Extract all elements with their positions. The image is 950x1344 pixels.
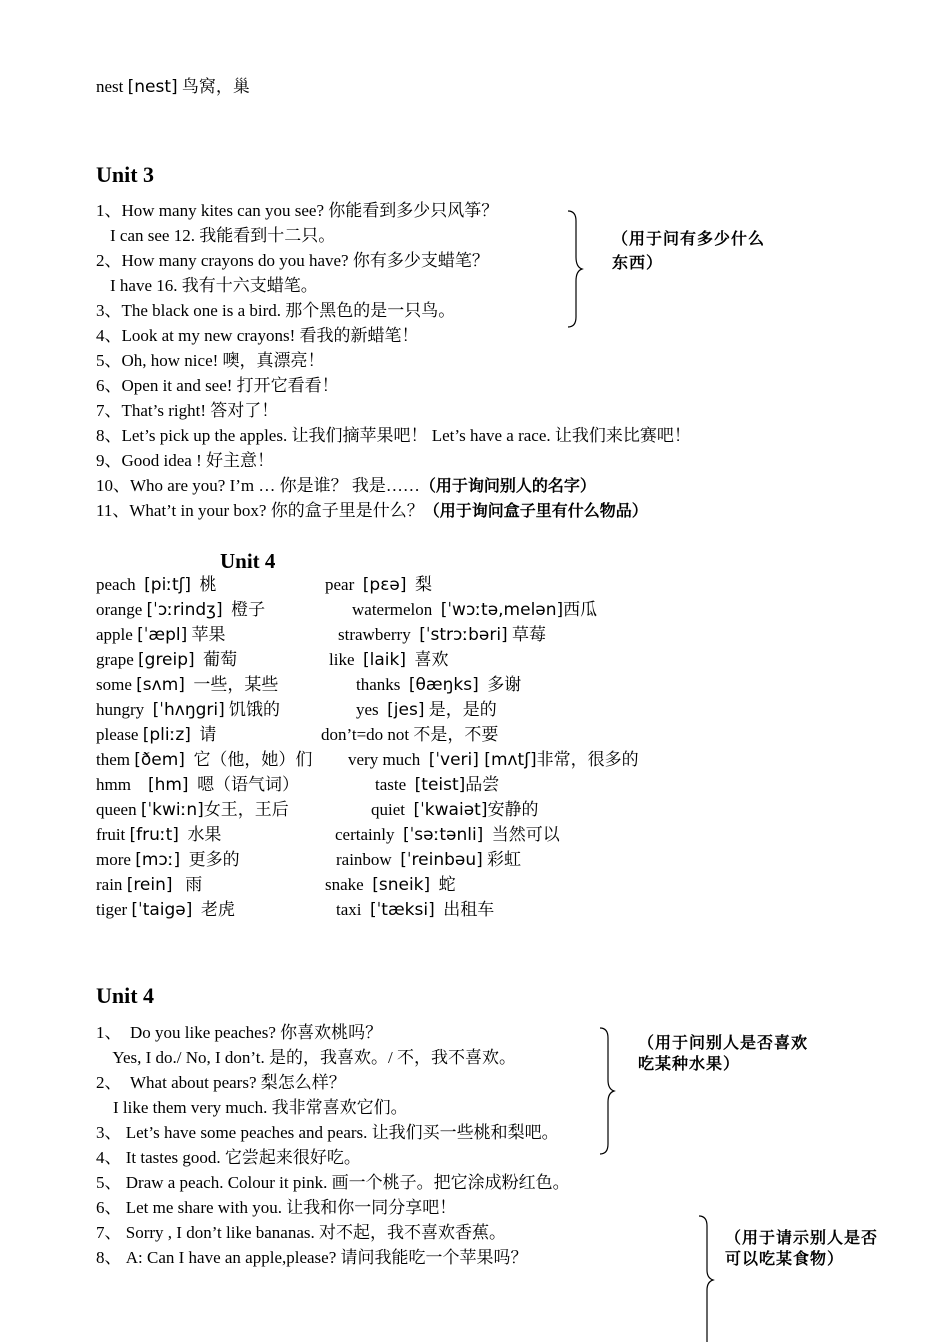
word-en: hmm (96, 775, 131, 794)
word-en: more (96, 850, 131, 869)
word-en: rainbow (336, 850, 392, 869)
word-en: pear (325, 575, 355, 594)
word-ipa: [piːtʃ] (144, 575, 192, 595)
word-en: tiger (96, 900, 128, 919)
vocab-row (371, 800, 538, 820)
vocab-row (96, 825, 221, 845)
word-ipa: [teist] (414, 775, 466, 795)
word-ipa: [ˈɔːrindʒ] (146, 600, 223, 620)
word-ipa: [θæŋks] (408, 675, 479, 695)
brace-note (725, 1227, 878, 1269)
list-item (96, 501, 648, 521)
list-item: 1、How many kites can you see? 你能看到多少只风筝？ (96, 201, 499, 220)
list-item: 5、 Draw a peach. Colour it pink. 画一个桃子。把它涂成粉红色。 (96, 1173, 570, 1192)
vocab-row (96, 725, 216, 745)
note-line: 东西） (612, 253, 664, 272)
word-cn: 品尝 (465, 775, 500, 794)
word-en: apple (96, 625, 133, 644)
list-item: I have 16. 我有十六支蜡笔。 (110, 276, 318, 295)
word-en: taxi (336, 900, 362, 919)
vocab-row (356, 700, 497, 720)
vocab-row (338, 625, 546, 645)
vocab-row (348, 750, 639, 770)
word-en: yes (356, 700, 379, 719)
vocab-row (96, 675, 278, 695)
vocab-row (96, 900, 235, 920)
word-cn: 彩虹 (487, 850, 522, 869)
word-ipa: [hm] (147, 775, 189, 795)
right-brace-icon (598, 1026, 618, 1156)
word-en: grape (96, 650, 134, 669)
brace-note (638, 1032, 808, 1074)
word-ipa: [ˈhʌŋgri] (152, 700, 225, 720)
list-item: 9、Good idea ! 好主意！ (96, 451, 275, 470)
word-cn: 安静的 (487, 800, 539, 819)
list-item: 7、That’s right! 答对了！ (96, 401, 279, 420)
word-ipa: [ˈreinbəu] (400, 850, 483, 870)
word-ipa: [sneik] (372, 875, 431, 895)
word-ipa: [rein] (126, 875, 173, 895)
word-en: fruit (96, 825, 126, 844)
word-cn: 西瓜 (563, 600, 598, 619)
sentence-text: 11、What’t in your box? 你的盒子里是什么？ (96, 501, 424, 520)
word-cn: 不是，不要 (413, 725, 499, 744)
list-item: Yes, I do./ No, I don’t. 是的，我喜欢。/ 不，我不喜欢。 (96, 1048, 516, 1067)
list-item: 8、 A: Can I have an apple,please? 请问我能吃一个苹果吗？ (96, 1248, 528, 1267)
word-cn: 老虎 (200, 900, 235, 919)
word-cn: 更多的 (188, 850, 240, 869)
word-cn: 嗯（语气词） (197, 775, 300, 794)
list-item: 8、Let’s pick up the apples. 让我们摘苹果吧！ Let’s have a race. 让我们来比赛吧！ (96, 426, 691, 445)
list-item: 4、Look at my new crayons! 看我的新蜡笔！ (96, 326, 419, 345)
word-cn: 苹果 (191, 625, 226, 644)
brace-note (612, 227, 765, 275)
word-cn: 橙子 (231, 600, 266, 619)
word-en: them (96, 750, 130, 769)
right-brace-icon (566, 209, 586, 329)
vocab-row (96, 850, 240, 870)
vocab-row (96, 800, 289, 820)
list-item: 4、 It tastes good. 它尝起来很好吃。 (96, 1148, 361, 1167)
list-item: 1、 Do you like peaches? 你喜欢桃吗？ (96, 1023, 383, 1042)
note-line: （用于问有多少什么 (612, 229, 766, 248)
word-cn: 非常，很多的 (536, 750, 639, 769)
word-en: rain (96, 875, 123, 894)
word-en: hungry (96, 700, 145, 719)
word-en: peach (96, 575, 136, 594)
word-cn: 蛇 (438, 875, 456, 894)
list-item: I like them very much. 我非常喜欢它们。 (96, 1098, 408, 1117)
word-ipa: [ˈwɔːtə,melən] (440, 600, 564, 620)
vocab-row (352, 600, 597, 620)
note-line: 吃某种水果） (638, 1054, 741, 1073)
list-item: 6、 Let me share with you. 让我和你一同分享吧！ (96, 1198, 457, 1217)
word-ipa: [nest] (127, 77, 178, 97)
usage-note: （用于询问别人的名字） (419, 476, 596, 495)
word-en: queen (96, 800, 137, 819)
usage-note: （用于询问盒子里有什么物品） (423, 501, 648, 520)
vocab-row (325, 875, 456, 895)
list-item (96, 476, 596, 496)
word-cn: 请 (199, 725, 217, 744)
vocab-row (96, 750, 312, 770)
list-item: 2、How many crayons do you have? 你有多少支蜡笔？ (96, 251, 489, 270)
word-ipa: [mɔː] (135, 850, 181, 870)
word-cn: 是，是的 (428, 700, 497, 719)
word-cn: 梨 (414, 575, 432, 594)
word-ipa: [pliːz] (142, 725, 191, 745)
word-cn: 桃 (199, 575, 217, 594)
note-line: （用于请示别人是否 (725, 1228, 879, 1247)
word-en: strawberry (338, 625, 411, 644)
word-ipa: [ˈkwaiət] (413, 800, 488, 820)
vocab-row (335, 825, 560, 845)
word-en: don’t=do not (321, 725, 410, 744)
top-word-line (96, 77, 250, 97)
word-ipa: [ˈtaigə] (131, 900, 193, 920)
vocab-row (96, 625, 225, 645)
vocab-row (325, 575, 432, 595)
list-item: 7、 Sorry , I don’t like bananas. 对不起，我不喜欢香蕉。 (96, 1223, 507, 1242)
vocab-row (329, 650, 448, 670)
word-en: thanks (356, 675, 401, 694)
word-cn: 葡萄 (203, 650, 238, 669)
list-item: 3、 Let’s have some peaches and pears. 让我们买一些桃和梨吧。 (96, 1123, 559, 1142)
list-item: 6、Open it and see! 打开它看看！ (96, 376, 339, 395)
vocab-row (356, 675, 521, 695)
word-ipa: [ðem] (134, 750, 185, 770)
word-cn: 饥饿的 (228, 700, 280, 719)
word-ipa: [ˈæpl] (137, 625, 188, 645)
word-en: some (96, 675, 132, 694)
word-ipa: [ˈkwiːn] (140, 800, 204, 820)
word-cn: 鸟窝，巢 (181, 77, 250, 96)
vocab-row (96, 575, 217, 595)
word-ipa: [pɛə] (362, 575, 407, 595)
word-ipa: [ˈveri] [mʌtʃ] (428, 750, 537, 770)
note-line: 可以吃某食物） (725, 1249, 845, 1268)
word-en: watermelon (352, 600, 433, 619)
word-cn: 出租车 (443, 900, 495, 919)
unit4-heading: Unit 4 (96, 983, 155, 1008)
word-ipa: [ˈstrɔːbəri] (419, 625, 508, 645)
list-item: 2、 What about pears? 梨怎么样？ (96, 1073, 346, 1092)
word-en: certainly (335, 825, 395, 844)
vocab-row (336, 850, 521, 870)
word-ipa: [laik] (363, 650, 406, 670)
word-cn: 喜欢 (414, 650, 449, 669)
word-cn: 草莓 (511, 625, 546, 644)
vocab-row (96, 775, 299, 795)
vocab-row (96, 700, 280, 720)
list-item: 3、The black one is a bird. 那个黑色的是一只鸟。 (96, 301, 456, 320)
word-ipa: [jes] (387, 700, 425, 720)
sentence-text: 10、Who are you? I’m … 你是谁？ 我是…… (96, 476, 420, 495)
vocab-row (96, 600, 265, 620)
vocab-row (321, 725, 498, 745)
word-ipa: [greip] (138, 650, 195, 670)
word-cn: 雨 (185, 875, 203, 894)
unit3-heading: Unit 3 (96, 162, 155, 187)
word-en: taste (375, 775, 407, 794)
right-brace-icon (697, 1214, 717, 1342)
word-en: very much (348, 750, 421, 769)
word-cn: 多谢 (487, 675, 522, 694)
word-ipa: [ˈsəːtənli] (402, 825, 484, 845)
word-ipa: [sʌm] (136, 675, 185, 695)
word-en: nest (96, 77, 124, 96)
word-ipa: [ˈtæksi] (370, 900, 435, 920)
unit4-vocab-heading: Unit 4 (220, 549, 276, 573)
word-en: quiet (371, 800, 405, 819)
word-cn: 女王，王后 (203, 800, 289, 819)
note-line: （用于问别人是否喜欢 (638, 1033, 809, 1052)
word-en: like (329, 650, 355, 669)
list-item: I can see 12. 我能看到十二只。 (110, 226, 336, 245)
word-en: snake (325, 875, 364, 894)
word-cn: 它（他，她）们 (193, 750, 313, 769)
word-cn: 水果 (187, 825, 222, 844)
word-cn: 一些，某些 (193, 675, 279, 694)
word-en: please (96, 725, 139, 744)
vocab-row (375, 775, 499, 795)
vocab-row (96, 650, 237, 670)
word-ipa: [fruːt] (129, 825, 179, 845)
list-item: 5、Oh, how nice! 噢，真漂亮！ (96, 351, 325, 370)
vocab-row (96, 875, 202, 895)
word-en: orange (96, 600, 143, 619)
word-cn: 当然可以 (491, 825, 560, 844)
vocab-row (336, 900, 494, 920)
